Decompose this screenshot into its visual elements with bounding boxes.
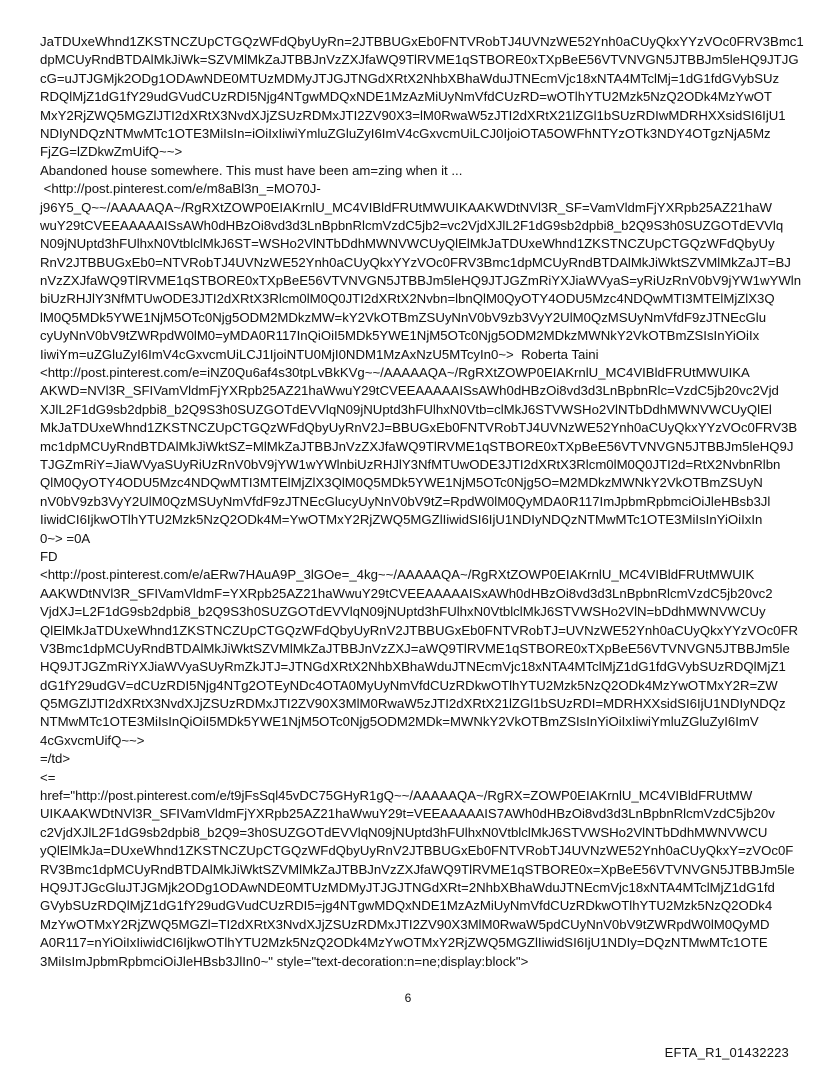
document-body xyxy=(40,33,804,971)
text-line: Q5MGZlJTI2dXRtX3NvdXJjZSUzRDMxJTI2ZV90X3MlM0RwaW5zJTI2dXRtX21lZGl1bSUzRDI=MDRHXXsidSI6IjU1NDIyNDQz xyxy=(40,696,786,712)
text-line: MxY2RjZWQ5MGZlJTI2dXRtX3NvdXJjZSUzRDMxJTI2ZV90X3=lM0RwaW5zJTI2dXRtX21lZGl1bSUzRDIwMDRHXXsidSI6IjU1 xyxy=(40,107,786,123)
text-line: IiwiYm=uZGluZyI6ImV4cGxvcmUiLCJ1IjoiNTU0MjI0NDM1MzAxNzU5MTcyIn0~> Roberta Taini xyxy=(40,346,599,362)
text-line: GVybSUzRDQlMjZ1dG1fY29udGVudCUzRDI5=jg4NTgwMDQxNDE1MzAzMiUyNmVfdCUzRDkwOTlhYTU2Mzk5NzQ2ODk4 xyxy=(40,898,773,914)
text-line: AKWD=NVl3R_SFIVamVldmFjYXRpb25AZ21haWwuY29tCVEEAAAAAISsAWh0dHBzOi8vd3d3LnBpbnRlc=VzdC5jb20vc2Vjd xyxy=(40,383,779,399)
text-line: IiwidCI6IjkwOTlhYTU2Mzk5NzQ2ODk4M=YwOTMxY2RjZWQ5MGZlIiwidSI6IjU1NDIyNDQzNTMwMTc1OTE3MiIsInYiOiIxIn xyxy=(40,512,763,528)
text-line: lM0Q5MDk5YWE1NjM5OTc0Njg5ODM2MDkzMW=kY2VkOTBmZSUyNnV0bV9zb3VyY2UlM0QzMSUyNmVfdF9zJTNEcGlu xyxy=(40,309,767,325)
text-line: UIKAAKWDtNVl3R_SFIVamVldmFjYXRpb25AZ21haWwuY29t=VEEAAAAAIS7AWh0dHBzOi8vd3d3LnBpbnRlcmVzdC5jb20v xyxy=(40,806,775,822)
text-line: A0R117=nYiOiIxIiwidCI6IjkwOTlhYTU2Mzk5NzQ2ODk4MzYwOTMxY2RjZWQ5MGZlIiwidSI6IjU1NDIy=DQzNTMwMTc1OTE xyxy=(40,935,768,951)
text-line: =/td> xyxy=(40,751,71,767)
text-line: NDIyNDQzNTMwMTc1OTE3MiIsIn=iOiIxIiwiYmluZGluZyI6ImV4cGxvcmUiLCJ0IjoiOTA5OWFhNTYzOTk3NDY4OTgzNjA5Mz xyxy=(40,125,771,141)
text-line: <http://post.pinterest.com/e/aERw7HAuA9P_3lGOe=_4kg~~/AAAAAQA~/RgRXtZOWP0EIAKrnlU_MC4VIBldFRUtMWUIK xyxy=(40,567,755,583)
text-line: 3MiIsImJpbmRpbmciOiJleHBsb3JlIn0~" style="text-decoration:n=ne;display:block"> xyxy=(40,953,529,969)
page-number: 6 xyxy=(404,991,412,1005)
text-line: RV3Bmc1dpMCUyRndBTDAlMkJiWktSZVMlMkZaJTBBJnVzZXJfaWQ9TlRVME1qSTBORE0x=XpBeE56VTVNVGN5JTBBJm5le xyxy=(40,861,795,877)
text-line: RnV2JTBBUGxEb0=NTVRobTJ4UVNzWE52Ynh0aCUyQkxYYzVOc0FRV3Bmc1dpMCUyRndBTDAlMkJiWktSZVMlMkZaJT=BJ xyxy=(40,254,791,270)
text-line: FjZG=lZDkwZmUifQ~~> xyxy=(40,144,183,160)
text-line: QlM0QyOTY4ODU5Mzc4NDQwMTI3MTElMjZlX3QlM0Q5MDk5YWE1NjM5OTc0Njg5O=M2MDkzMWNkY2VkOTBmZSUyN xyxy=(40,475,763,491)
text-line: href="http://post.pinterest.com/e/t9jFsSql45vDC75GHyR1gQ~~/AAAAAQA~/RgRX=ZOWP0EIAKrnlU_MC4VIBldFRUtMW xyxy=(40,788,753,804)
text-line: j96Y5_Q~~/AAAAAQA~/RgRXtZOWP0EIAKrnlU_MC4VIBldFRUtMWUIKAAKWDtNVl3R_SF=VamVldmFjYXRpb25AZ21haW xyxy=(40,199,772,215)
text-line: 4cGxvcmUifQ~~> xyxy=(40,732,145,748)
text-line: RDQlMjZ1dG1fY29udGVudCUzRDI5Njg4NTgwMDQxNDE1MzAzMiUyNmVfdCUzRD=wOTlhYTU2Mzk5NzQ2ODk4MzYwOT xyxy=(40,89,772,105)
text-line: N09jNUptd3hFUlhxN0VtblclMkJ6ST=WSHo2VlNTbDdhMWNVWCUyQlElMkJaTDUxeWhnd1ZKSTNCZUpCTGQzWFdQbyUy xyxy=(40,236,775,252)
text-line: cyUyNnV0bV9tZWRpdW0lM0=yMDA0R117InQiOiI5MDk5YWE1NjM5OTc0Njg5ODM2MDkzMWNkY2VkOTBmZSIsInYiOiIx xyxy=(40,328,760,344)
text-line: V3Bmc1dpMCUyRndBTDAlMkJiWktSZVMlMkZaJTBBJnVzZXJ=aWQ9TlRVME1qSTBORE0xTXpBeE56VTVNVGN5JTBBJm5le xyxy=(40,640,790,656)
text-line: NTMwMTc1OTE3MiIsInQiOiI5MDk5YWE1NjM5OTc0Njg5ODM2MDk=MWNkY2VkOTBmZSIsInYiOiIxIiwiYmluZGluZyI6ImV xyxy=(40,714,759,730)
document-id: EFTA_R1_01432223 xyxy=(664,1045,789,1060)
text-line: nV0bV9zb3VyY2UlM0QzMSUyNmVfdF9zJTNEcGlucyUyNnV0bV9tZ=RpdW0lM0QyMDA0R117ImJpbmRpbmciOiJleHBsb3Jl xyxy=(40,493,771,509)
text-line: c2VjdXJlL2F1dG9sb2dpbi8_b2Q9=3h0SUZGOTdEVVlqN09jNUptd3hFUlhxN0VtblclMkJ6STVWSHo2VlNTbDdhMWNVWCU xyxy=(40,824,768,840)
text-line: HQ9JTJGcGluJTJGMjk2ODg1ODAwNDE0MTUzMDMyJTJGJTNGdXRt=2NhbXBhaWduJTNEcmVjc18xNTA4MTclMjZ1dG1fd xyxy=(40,879,775,895)
text-line: mc1dpMCUyRndBTDAlMkJiWktSZ=MlMkZaJTBBJnVzZXJfaWQ9TlRVME1qSTBORE0xTXpBeE56VTVNVGN5JTBBJm5leHQ9J xyxy=(40,438,794,454)
text-line: MzYwOTMxY2RjZWQ5MGZl=TI2dXRtX3NvdXJjZSUzRDMxJTI2ZV90X3MlM0RwaW5pdCUyNnV0bV9tZWRpdW0lM0QyMD xyxy=(40,916,770,932)
text-line: XJlL2F1dG9sb2dpbi8_b2Q9S3h0SUZGOTdEVVlqN09jNUptd3hFUlhxN0Vtb=clMkJ6STVWSHo2VlNTbDdhMWNVWCUyQlEl xyxy=(40,401,772,417)
text-line: yQlElMkJa=DUxeWhnd1ZKSTNCZUpCTGQzWFdQbyUyRnV2JTBBUGxEb0FNTVRobTJ4UVNzWE52Ynh0aCUyQkxY=zVOc0F xyxy=(40,843,794,859)
text-line: QlElMkJaTDUxeWhnd1ZKSTNCZUpCTGQzWFdQbyUyRnV2JTBBUGxEb0FNTVRobTJ=UVNzWE52Ynh0aCUyQkxYYzVOc0FR xyxy=(40,622,799,638)
text-line: <http://post.pinterest.com/e/m8aBl3n_=MO70J- xyxy=(40,181,321,197)
text-line: wuY29tCVEEAAAAAISsAWh0dHBzOi8vd3d3LnBpbnRlcmVzdC5jb2=vc2VjdXJlL2F1dG9sb2dpbi8_b2Q9S3h0SUZGOTdEVVlq xyxy=(40,217,784,233)
text-line: cG=uJTJGMjk2ODg1ODAwNDE0MTUzMDMyJTJGJTNGdXRtX2NhbXBhaWduJTNEcmVjc18xNTA4MTclMj=1dG1fdGVybSUz xyxy=(40,70,780,86)
text-line: Abandoned house somewhere. This must have been am=zing when it ... xyxy=(40,162,463,178)
text-line: FD xyxy=(40,548,58,564)
text-line: <= xyxy=(40,769,56,785)
text-line: dG1fY29udGV=dCUzRDI5Njg4NTg2OTEyNDc4OTA0MyUyNmVfdCUzRDkwOTlhYTU2Mzk5NzQ2ODk4MzYwOTMxY2R=ZW xyxy=(40,677,778,693)
text-line: TJGZmRiY=JiaWVyaSUyRiUzRnV0bV9jYW1wYWlnbiUzRHJlY3NfMTUwODE3JTI2dXRtX3Rlcm0lM0Q0JTI2d=RtX2NvbnRlbn xyxy=(40,456,781,472)
text-line: HQ9JTJGZmRiYXJiaWVyaSUyRmZkJTJ=JTNGdXRtX2NhbXBhaWduJTNEcmVjc18xNTA4MTclMjZ1dG1fdGVybSUzRDQlMjZ1 xyxy=(40,659,786,675)
text-line: JaTDUxeWhnd1ZKSTNCZUpCTGQzWFdQbyUyRn=2JTBBUGxEb0FNTVRobTJ4UVNzWE52Ynh0aCUyQkxYYzVOc0FRV3Bmc1 xyxy=(40,34,804,49)
text-line: nVzZXJfaWQ9TlRVME1qSTBORE0xTXpBeE56VTVNVGN5JTBBJm5leHQ9JTJGZmRiYXJiaWVyaS=yRiUzRnV0bV9jYW1wYWln xyxy=(40,273,802,289)
text-line: 0~> =0A xyxy=(40,530,91,546)
text-line: MkJaTDUxeWhnd1ZKSTNCZUpCTGQzWFdQbyUyRnV2J=BBUGxEb0FNTVRobTJ4UVNzWE52Ynh0aCUyQkxYYzVOc0FRV3B xyxy=(40,420,798,436)
text-line: <http://post.pinterest.com/e=iNZ0Qu6af4s30tpLvBkKVg~~/AAAAAQA~/RgRXtZOWP0EIAKrnlU_MC4VIBldFRUtMWUIKA xyxy=(40,365,750,381)
text-line: dpMCUyRndBTDAlMkJiWk=SZVMlMkZaJTBBJnVzZXJfaWQ9TlRVME1qSTBORE0xTXpBeE56VTVNVGN5JTBBJm5leHQ9JTJG xyxy=(40,52,799,68)
text-line: VjdXJ=L2F1dG9sb2dpbi8_b2Q9S3h0SUZGOTdEVVlqN09jNUptd3hFUlhxN0VtblclMkJ6STVWSHo2VlN=bDdhMWNVWCUy xyxy=(40,604,766,620)
text-line: AAKWDtNVl3R_SFIVamVldmF=YXRpb25AZ21haWwuY29tCVEEAAAAAISxAWh0dHBzOi8vd3d3LnBpbnRlcmVzdC5jb20vc2 xyxy=(40,585,773,601)
text-line: biUzRHJlY3NfMTUwODE3JTI2dXRtX3Rlcm0lM0Q0JTI2dXRtX2Nvbn=lbnQlM0QyOTY4ODU5Mzc4NDQwMTI3MTElMjZlX3Q xyxy=(40,291,775,307)
